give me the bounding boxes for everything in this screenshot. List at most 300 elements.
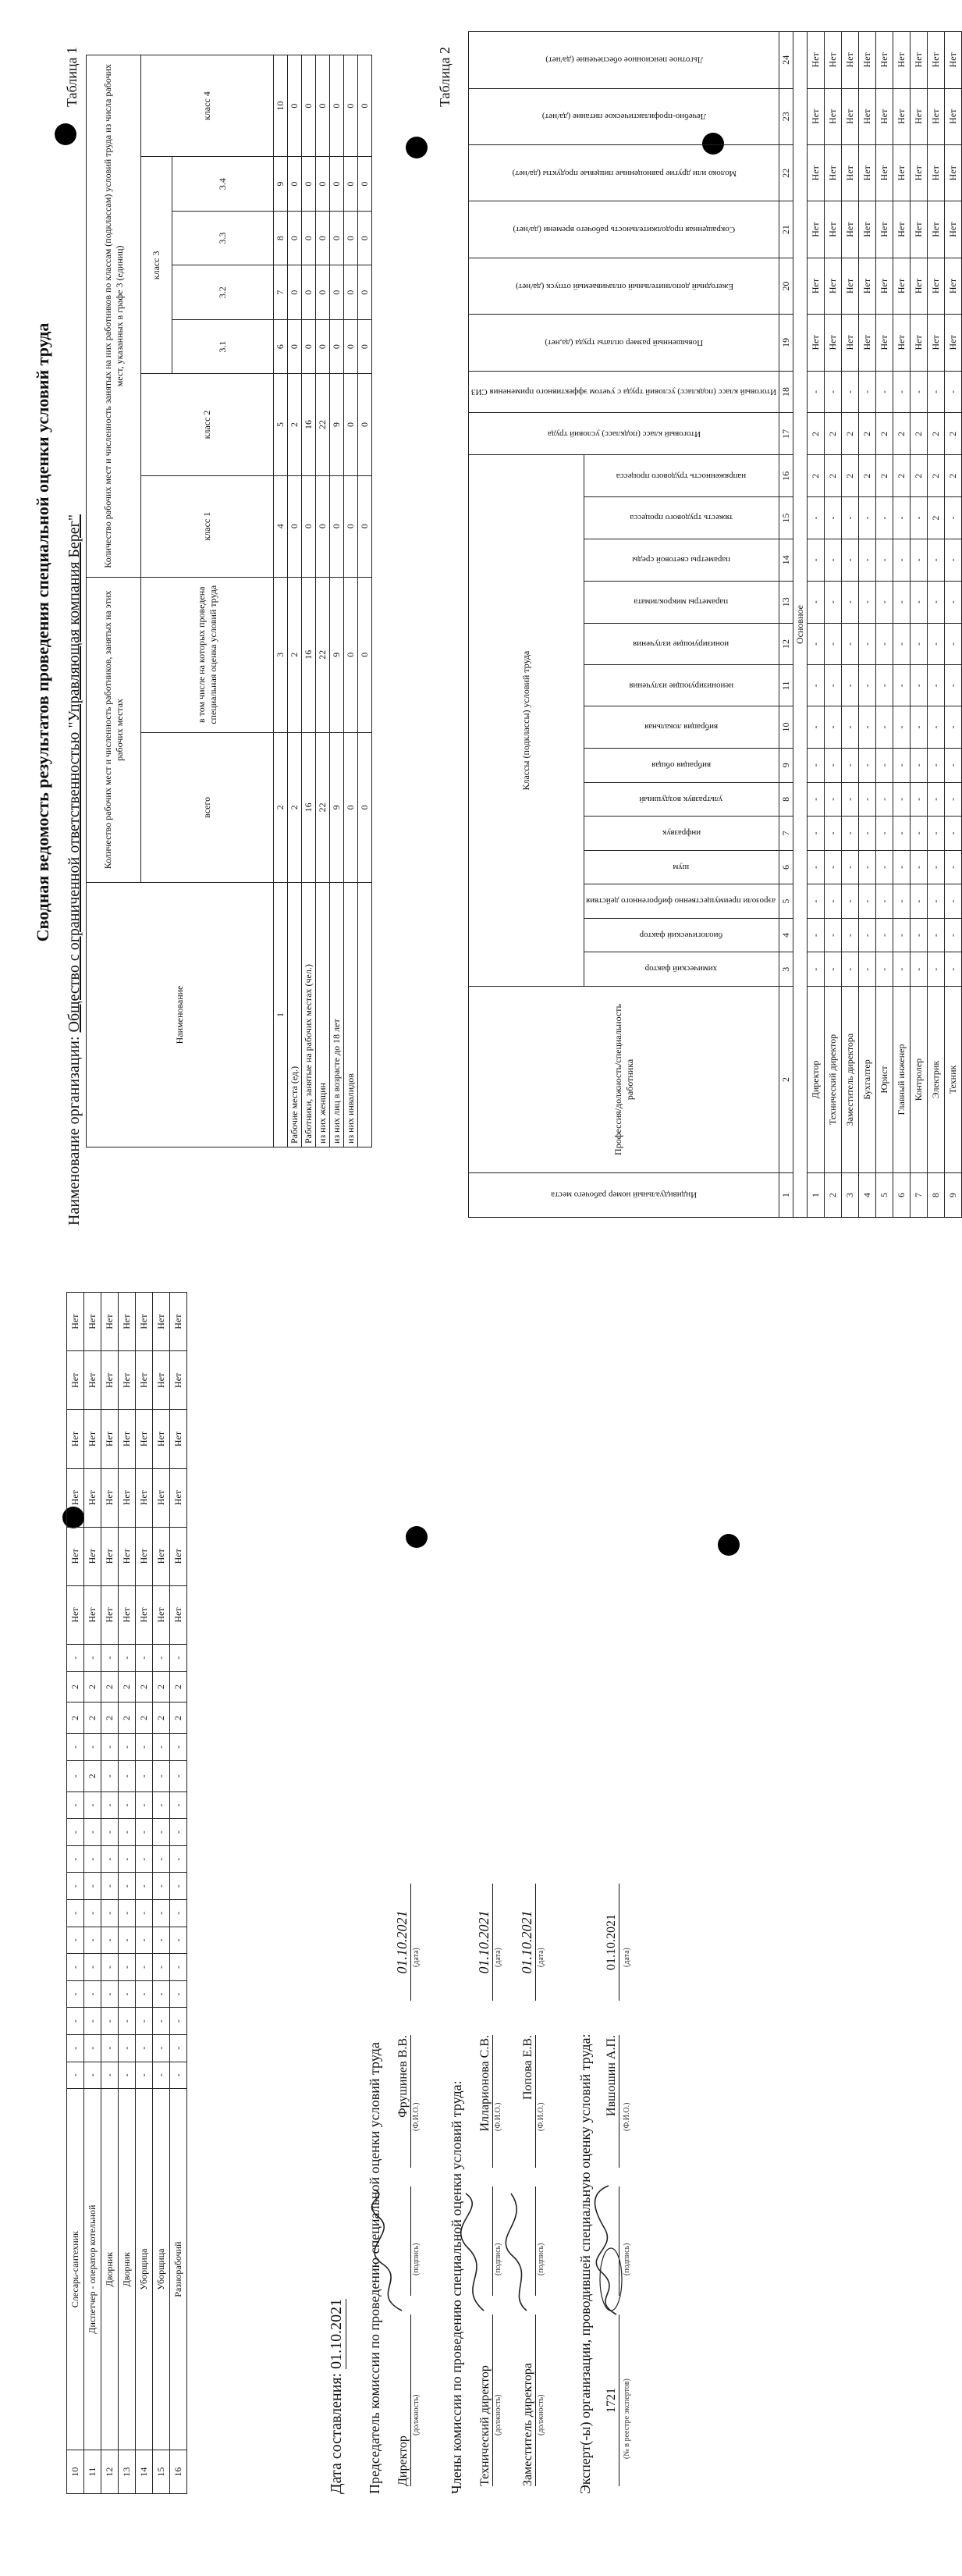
t2-cell: -	[911, 782, 928, 817]
t2-colnum: 11	[779, 665, 793, 706]
t2-cell: Нет	[859, 32, 876, 89]
t2-cell: 2	[808, 413, 825, 455]
t2-cell: -	[842, 497, 859, 539]
t2-cell: -	[825, 706, 842, 749]
t2-cell: -	[842, 850, 859, 884]
t2-cell: -	[101, 2034, 119, 2062]
t2-cell: -	[67, 1980, 84, 2008]
t2-cell: -	[911, 665, 928, 706]
t2-cell: Нет	[876, 145, 893, 201]
date-label: Дата составления:	[328, 2372, 345, 2494]
t2-cell: Нет	[101, 1410, 119, 1468]
t2-cell: -	[842, 884, 859, 919]
t2-cell: Нет	[808, 145, 825, 201]
document-title: Сводная ведомость результатов проведения специальной оценки условий труда	[33, 322, 52, 942]
t2-row	[119, 1293, 136, 2494]
t1-colnum: 7	[274, 265, 288, 320]
t2-cell: -	[859, 884, 876, 919]
t1-cell: 9	[330, 577, 344, 732]
t2-cell: -	[67, 1873, 84, 1900]
t2-h-factor: ионизирующие излучения	[584, 623, 779, 665]
t2-cell: -	[945, 497, 962, 539]
t2-cell: -	[893, 850, 911, 884]
t2-cell: Нет	[101, 1527, 119, 1585]
t2-row-num: 4	[859, 1173, 876, 1218]
t2-h-num: Индивидуальный номер рабочего места	[469, 1173, 779, 1218]
t2-cell: -	[170, 1954, 187, 1981]
t2-cell: -	[136, 1873, 153, 1900]
t2-cell: -	[945, 371, 962, 413]
t2-cell: -	[928, 706, 945, 749]
t2-cell: -	[859, 850, 876, 884]
t2-cell: Нет	[136, 1351, 153, 1410]
t2-cell: -	[893, 623, 911, 665]
t2-cell: -	[876, 782, 893, 817]
t2-cell: -	[825, 918, 842, 952]
t2-cell: -	[945, 665, 962, 706]
t2-cell: Нет	[170, 1351, 187, 1410]
t2-cell: -	[825, 782, 842, 817]
t2-cell: Нет	[876, 315, 893, 371]
t2-cell: Нет	[893, 258, 911, 314]
t2-cell: -	[67, 1954, 84, 1981]
t2-cell: Нет	[67, 1527, 84, 1585]
t2-cell: -	[911, 748, 928, 782]
expert-name: Ившошин А.П.	[605, 2035, 619, 2168]
t2-colnum: 9	[779, 748, 793, 782]
t2-cell: 2	[928, 497, 945, 539]
t2-row	[84, 1293, 101, 2494]
t2-cell: -	[153, 1873, 170, 1900]
t2-cell: Нет	[842, 201, 859, 258]
t1-colnum: 6	[274, 319, 288, 374]
t2-h-factor: неионизирующие излучения	[584, 665, 779, 706]
t2-cell: -	[859, 706, 876, 749]
t2-cell: -	[101, 1980, 119, 2008]
t1-cell: 0	[330, 319, 344, 374]
t2-cell: -	[67, 1927, 84, 1954]
t2-row-num: 1	[808, 1173, 825, 1218]
t1-row	[302, 55, 316, 1147]
t2-cell: -	[876, 706, 893, 749]
t2-cell: 2	[893, 455, 911, 497]
t2-cell: Нет	[911, 201, 928, 258]
t1-row	[344, 55, 358, 1147]
t2-cell: -	[928, 918, 945, 952]
t2-cell: Нет	[119, 1468, 136, 1527]
t2-cell: -	[119, 2008, 136, 2035]
t2-cell: -	[153, 1954, 170, 1981]
t1-cell: 0	[330, 211, 344, 265]
chair-position: Директор	[396, 2314, 411, 2486]
t2-cell: -	[101, 2008, 119, 2035]
t2-cell: Нет	[876, 32, 893, 89]
t2-cell: Нет	[84, 1585, 101, 1644]
t2-cell: Нет	[101, 1468, 119, 1527]
t2-cell: -	[928, 581, 945, 623]
t2-cell: Нет	[808, 88, 825, 144]
t2-cell: -	[67, 2034, 84, 2062]
t2-row-num: 12	[101, 2450, 119, 2494]
t1-cell: 0	[358, 211, 372, 265]
t2-cell: -	[84, 1791, 101, 1819]
t2-cell: -	[928, 539, 945, 581]
t2-colnum: 23	[779, 88, 793, 144]
t2-cell: -	[136, 1954, 153, 1981]
caption-fio: (Ф.И.О.)	[494, 2102, 502, 2131]
t2-row-profession: Юрист	[876, 987, 893, 1173]
t2-colnum: 15	[779, 497, 793, 539]
t2-cell: -	[825, 952, 842, 987]
t2-cell: -	[170, 1819, 187, 1846]
t2-section: Основное	[793, 32, 808, 1218]
t2-cell: -	[859, 782, 876, 817]
t2-row-profession: Электрик	[928, 987, 945, 1173]
t1-cell: 0	[358, 55, 372, 157]
t2-h-factor: параметры световой среды	[584, 539, 779, 581]
t2-h-prof: Профессия/должность/специальность работника	[469, 987, 779, 1173]
t2-cell: Нет	[842, 88, 859, 144]
t2-cell: -	[84, 1873, 101, 1900]
t2-cell: -	[859, 581, 876, 623]
t2-cell: Нет	[911, 88, 928, 144]
t2-cell: -	[84, 1644, 101, 1671]
t2-cell: -	[101, 1819, 119, 1846]
t2-cell: -	[119, 1791, 136, 1819]
t2-cell: -	[893, 371, 911, 413]
t2-colnum: 19	[779, 315, 793, 371]
t2-row-num: 3	[842, 1173, 859, 1218]
t2-row-profession: Уборщица	[136, 2089, 153, 2450]
t2-cell: -	[893, 665, 911, 706]
t2-cell: -	[911, 952, 928, 987]
t2-cell: -	[842, 782, 859, 817]
t1-row-name: Работники, занятые на рабочих местах (чел.)	[302, 883, 316, 1147]
t2-cell: -	[170, 1760, 187, 1791]
t2-cell: -	[842, 706, 859, 749]
chair-name: Фрушинев В.В.	[396, 2035, 411, 2168]
t2-colnum: 14	[779, 539, 793, 581]
t2-cell: Нет	[808, 315, 825, 371]
t2-colnum: 16	[779, 455, 793, 497]
t2-cell: Нет	[136, 1293, 153, 1351]
t2-cell: 2	[825, 455, 842, 497]
t2-cell: -	[170, 1900, 187, 1927]
t2-row	[911, 32, 928, 1218]
t2-cell: -	[876, 539, 893, 581]
t2-cell: -	[893, 782, 911, 817]
t2-cell: Нет	[945, 201, 962, 258]
t2-cell: -	[928, 371, 945, 413]
t2-cell: -	[101, 1734, 119, 1761]
t2-cell: -	[808, 850, 825, 884]
t2-cell: 2	[67, 1703, 84, 1734]
t2-cell: -	[825, 748, 842, 782]
t2-colnum: 17	[779, 413, 793, 455]
t2-cell: -	[859, 371, 876, 413]
t2-cell: Нет	[825, 88, 842, 144]
t2-cell: -	[153, 1791, 170, 1819]
t2-row	[136, 1293, 153, 2494]
t2-cell: -	[84, 2034, 101, 2062]
t2-cell: -	[119, 1644, 136, 1671]
t2-row-profession: Главный инженер	[893, 987, 911, 1173]
t1-row-name: из них женщин	[316, 883, 330, 1147]
t1-cell: 0	[344, 374, 358, 475]
t1-h-34: 3.4	[172, 157, 274, 212]
t2-cell: -	[893, 952, 911, 987]
t2-cell: -	[101, 2062, 119, 2089]
t1-colnum: 8	[274, 211, 288, 265]
t2-row-num: 2	[825, 1173, 842, 1218]
t2-row-profession: Технический директор	[825, 987, 842, 1173]
t2-cell: Нет	[945, 88, 962, 144]
t2-cell: -	[119, 1927, 136, 1954]
t1-cell: 0	[316, 157, 330, 212]
t2-cell: -	[67, 1900, 84, 1927]
t2-cell: -	[928, 817, 945, 851]
t1-cell: 0	[330, 55, 344, 157]
expert-handwritten-signature	[581, 2178, 628, 2326]
t2-cell: -	[67, 1734, 84, 1761]
t1-cell: 0	[302, 157, 316, 212]
t1-cell: 0	[358, 577, 372, 732]
t2-cell: Нет	[67, 1410, 84, 1468]
t2-cell: -	[101, 1900, 119, 1927]
t2-colnum: 6	[779, 850, 793, 884]
t2-colnum: 10	[779, 706, 793, 749]
t2-cell: Нет	[876, 88, 893, 144]
t2-row	[808, 32, 825, 1218]
t2-h-factor: инфразвук	[584, 817, 779, 851]
caption-date: (дата)	[623, 1948, 631, 1967]
t2-cell: -	[153, 1980, 170, 2008]
t2-cell: -	[876, 371, 893, 413]
t2-cell: Нет	[928, 32, 945, 89]
t2-cell: -	[170, 1734, 187, 1761]
t1-h-total: всего	[141, 732, 274, 882]
t2-cell: -	[84, 1980, 101, 2008]
t1-colnum: 4	[274, 475, 288, 577]
t2-cell: Нет	[67, 1585, 84, 1644]
t1-cell: 0	[344, 475, 358, 577]
t2-row-profession: Бухгалтер	[859, 987, 876, 1173]
t2-cell: -	[170, 1927, 187, 1954]
t2-cell: -	[825, 884, 842, 919]
t1-row	[330, 55, 344, 1147]
t2-cell: -	[842, 665, 859, 706]
t2-cell: -	[945, 782, 962, 817]
t2-cell: 2	[170, 1671, 187, 1703]
t1-cell: 22	[316, 732, 330, 882]
t1-cell: 0	[358, 157, 372, 212]
t2-cell: Нет	[928, 258, 945, 314]
t2-cell: Нет	[945, 258, 962, 314]
t2-cell: 2	[945, 455, 962, 497]
t1-cell: 0	[344, 211, 358, 265]
t2-row-profession: Контролер	[911, 987, 928, 1173]
t1-cell: 0	[358, 319, 372, 374]
t2-cell: -	[153, 1900, 170, 1927]
t2-cell: -	[859, 497, 876, 539]
t2-cell: -	[153, 1845, 170, 1873]
t2-cell: Нет	[153, 1585, 170, 1644]
t2-cell: -	[928, 748, 945, 782]
t2-cell: -	[101, 1873, 119, 1900]
t2-cell: Нет	[153, 1293, 170, 1351]
t1-h-31: 3.1	[172, 319, 274, 374]
t2-cell: -	[859, 623, 876, 665]
t2-cell: Нет	[825, 145, 842, 201]
t2-cell: -	[859, 918, 876, 952]
t2-cell: -	[911, 817, 928, 851]
t1-row-name: Рабочие места (ед.)	[288, 883, 302, 1147]
t2-cell: -	[808, 581, 825, 623]
t2-cell: -	[84, 1845, 101, 1873]
t2-cell: 2	[911, 455, 928, 497]
table-2	[468, 31, 962, 1218]
t2-row-num: 5	[876, 1173, 893, 1218]
t2-cell: Нет	[876, 258, 893, 314]
t2-cell: Нет	[808, 201, 825, 258]
t1-cell: 0	[288, 319, 302, 374]
t2-cell: -	[119, 2034, 136, 2062]
t2-cell: -	[170, 1873, 187, 1900]
t2-cell: -	[842, 581, 859, 623]
t2-cell: -	[153, 2062, 170, 2089]
member2-name: Попова Е.В.	[521, 2035, 536, 2168]
t2-cell: -	[825, 665, 842, 706]
caption-date: (дата)	[494, 1948, 502, 1967]
t2-cell: Нет	[842, 145, 859, 201]
t2-cell: -	[170, 2034, 187, 2062]
org-name: Общество с ограниченной ответственностью "Управляющая компания Берег"	[66, 514, 83, 1033]
t1-h-sout: в том числе на которых проведена специальная оценка условий труда	[141, 577, 274, 732]
t2-cell: 2	[825, 413, 842, 455]
t2-cell: Нет	[84, 1293, 101, 1351]
caption-position: (должность)	[494, 2394, 502, 2435]
t2-row	[842, 32, 859, 1218]
caption-registry: (№ в реестре экспертов)	[623, 2379, 631, 2459]
t2-cell: -	[170, 1980, 187, 2008]
t2-cell: -	[101, 1644, 119, 1671]
t2-cell: Нет	[945, 145, 962, 201]
t2-cell: -	[119, 1819, 136, 1846]
t2-row-num: 16	[170, 2450, 187, 2494]
t2-row	[170, 1293, 187, 2494]
t2-cell: Нет	[67, 1468, 84, 1527]
t1-cell: 2	[288, 374, 302, 475]
t2-cell: -	[808, 817, 825, 851]
t2-cell: -	[945, 706, 962, 749]
t2-cell: -	[119, 1845, 136, 1873]
member2-handwritten-signature	[503, 2186, 538, 2318]
t2-colnum: 5	[779, 884, 793, 919]
t2-cell: 2	[101, 1703, 119, 1734]
t2-cell: Нет	[808, 32, 825, 89]
t2-cell: Нет	[119, 1293, 136, 1351]
t2-cell: 2	[170, 1703, 187, 1734]
t2-cell: -	[928, 850, 945, 884]
t2-cell: -	[928, 623, 945, 665]
t2-cell: -	[893, 918, 911, 952]
t2-h-factor: параметры микроклимата	[584, 581, 779, 623]
t1-h-classes: Количество рабочих мест и численность занятых на них работников по классам (подклассам) условий труда из числа рабочих мест, указанных в графе 3 (единиц)	[87, 55, 141, 578]
t2-cell: Нет	[825, 315, 842, 371]
t2-cell: Нет	[84, 1468, 101, 1527]
t2-cell: Нет	[893, 32, 911, 89]
t2-cell: -	[842, 539, 859, 581]
caption-fio: (Ф.И.О.)	[623, 2102, 631, 2131]
t2-h-factor: Повышенный размер оплаты труда (да,нет)	[469, 315, 779, 371]
t2-cell: -	[945, 850, 962, 884]
t2-cell: Нет	[119, 1410, 136, 1468]
t2-colnum: 22	[779, 145, 793, 201]
t2-cell: -	[911, 581, 928, 623]
t1-cell: 0	[344, 157, 358, 212]
t2-cell: -	[859, 748, 876, 782]
t2-row-profession: Дворник	[119, 2089, 136, 2450]
t2-cell: -	[136, 1760, 153, 1791]
t2-cell: -	[136, 1980, 153, 2008]
t2-cell: -	[876, 581, 893, 623]
t2-cell: Нет	[842, 32, 859, 89]
t2-cell: -	[808, 884, 825, 919]
t2-row-profession: Уборщица	[153, 2089, 170, 2450]
t2-cell: -	[893, 706, 911, 749]
t2-cell: Нет	[928, 315, 945, 371]
t2-cell: -	[893, 497, 911, 539]
t2-row-profession: Заместитель директора	[842, 987, 859, 1173]
t2-cell: -	[153, 1644, 170, 1671]
t2-cell: Нет	[119, 1585, 136, 1644]
t2-row	[928, 32, 945, 1218]
t2-row	[859, 32, 876, 1218]
t2-cell: 2	[876, 413, 893, 455]
t2-cell: -	[911, 850, 928, 884]
t2-cell: -	[808, 748, 825, 782]
t2-cell: Нет	[876, 201, 893, 258]
t2-cell: -	[84, 1734, 101, 1761]
t1-colnums	[274, 55, 288, 1147]
t2-colnum: 4	[779, 918, 793, 952]
t2-cell: -	[119, 1873, 136, 1900]
t2-cell: -	[84, 2008, 101, 2035]
t2-h-factor: аэрозоли преимущественно фиброгенного действия	[584, 884, 779, 919]
caption-fio: (Ф.И.О.)	[412, 2102, 421, 2131]
t2-cell: Нет	[928, 201, 945, 258]
t2-cell: Нет	[153, 1468, 170, 1527]
t2-cell: Нет	[153, 1527, 170, 1585]
t2-cell: 2	[84, 1703, 101, 1734]
t2-cell: -	[876, 497, 893, 539]
table-2-continued	[66, 1292, 187, 2494]
t2-cell: -	[911, 918, 928, 952]
t2-cell: -	[893, 884, 911, 919]
table-1	[86, 55, 372, 1147]
t1-cell: 0	[316, 265, 330, 320]
t1-cell: 2	[288, 732, 302, 882]
t2-h-classes: Классы (подклассы) условий труда	[469, 455, 584, 987]
t2-colnum: 2	[779, 987, 793, 1173]
t2-cell: -	[876, 850, 893, 884]
t1-cell: 22	[316, 374, 330, 475]
t2-cell: Нет	[153, 1410, 170, 1468]
t2-cell: -	[101, 1927, 119, 1954]
t2-cell: -	[119, 1900, 136, 1927]
t2-cell: -	[876, 952, 893, 987]
t2-cell: -	[808, 539, 825, 581]
